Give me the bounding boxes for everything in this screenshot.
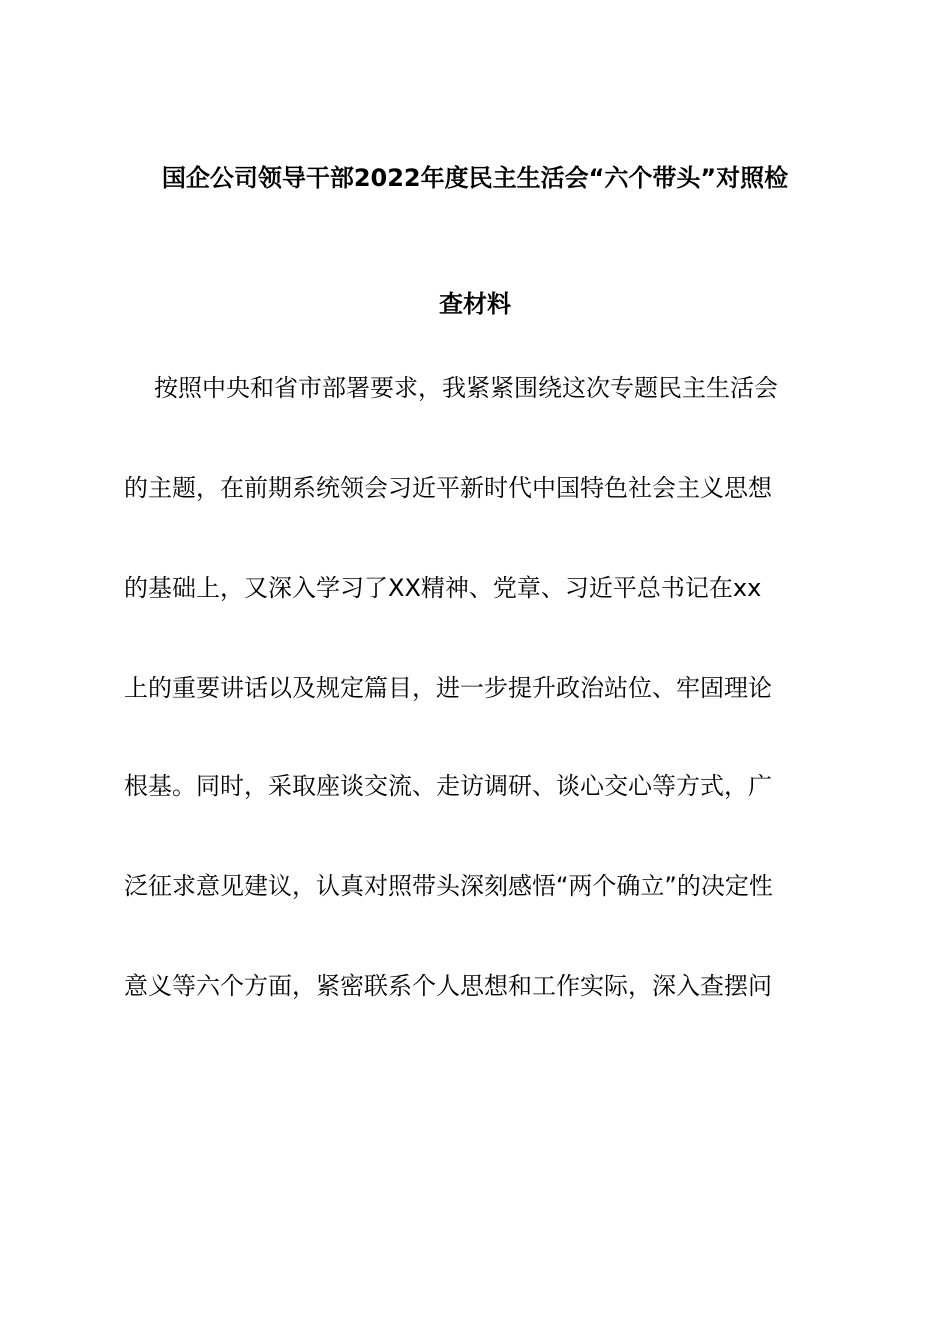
document-title-line-2: 查材料 xyxy=(439,290,511,318)
paragraph-line-2: 的主题，在前期系统领会习近平新时代中国特色社会主义思想 xyxy=(124,474,772,502)
paragraph-line-4: 上的重要讲话以及规定篇目，进一步提升政治站位、牢固理论 xyxy=(124,674,772,702)
paragraph-line-1: 按照中央和省市部署要求，我紧紧围绕这次专题民主生活会 xyxy=(154,374,778,402)
paragraph-line-7: 意义等六个方面，紧密联系个人思想和工作实际，深入查摆问 xyxy=(124,972,772,1000)
paragraph-line-3: 的基础上，又深入学习了XX精神、党章、习近平总书记在xx xyxy=(124,574,762,602)
paragraph-line-5: 根基。同时，采取座谈交流、走访调研、谈心交心等方式，广 xyxy=(124,772,772,800)
document-title-line-1: 国企公司领导干部2022年度民主生活会“六个带头”对照检 xyxy=(161,164,789,192)
paragraph-line-6: 泛征求意见建议，认真对照带头深刻感悟“两个确立”的决定性 xyxy=(124,872,773,900)
